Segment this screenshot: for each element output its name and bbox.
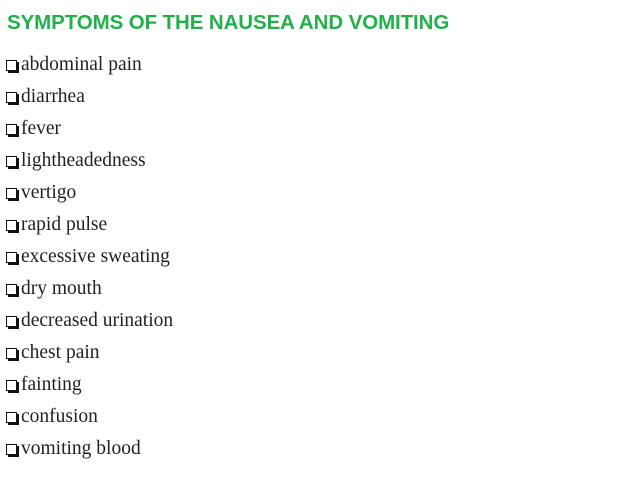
list-item xyxy=(6,337,173,369)
list-item xyxy=(6,273,173,305)
slide-title: SYMPTOMS OF THE NAUSEA AND VOMITING xyxy=(7,11,450,34)
square-bullet-icon xyxy=(6,124,17,135)
square-bullet-icon xyxy=(6,412,17,423)
square-bullet-icon xyxy=(6,284,17,295)
list-item xyxy=(6,209,173,241)
square-bullet-icon xyxy=(6,156,17,167)
square-bullet-icon xyxy=(6,348,17,359)
list-item-label: dry mouth xyxy=(21,278,102,299)
list-item-label: lightheadedness xyxy=(21,150,146,171)
list-item xyxy=(6,81,173,113)
list-item-label: fever xyxy=(21,118,62,139)
square-bullet-icon xyxy=(6,60,17,71)
list-item-label: chest pain xyxy=(21,342,100,363)
list-item xyxy=(6,241,173,273)
list-item-label: diarrhea xyxy=(21,86,85,107)
list-item-label: rapid pulse xyxy=(21,214,108,235)
list-item xyxy=(6,433,173,465)
square-bullet-icon xyxy=(6,220,17,231)
list-item-label: abdominal pain xyxy=(21,54,142,75)
square-bullet-icon xyxy=(6,92,17,103)
list-item-label: fainting xyxy=(21,374,82,395)
list-item xyxy=(6,177,173,209)
list-item xyxy=(6,305,173,337)
symptom-list xyxy=(6,49,173,465)
square-bullet-icon xyxy=(6,188,17,199)
list-item-label: vomiting blood xyxy=(21,438,141,459)
list-item xyxy=(6,401,173,433)
list-item-label: confusion xyxy=(21,406,98,427)
list-item xyxy=(6,49,173,81)
list-item xyxy=(6,369,173,401)
list-item-label: decreased urination xyxy=(21,310,174,331)
square-bullet-icon xyxy=(6,252,17,263)
square-bullet-icon xyxy=(6,444,17,455)
list-item-label: excessive sweating xyxy=(21,246,170,267)
square-bullet-icon xyxy=(6,316,17,327)
square-bullet-icon xyxy=(6,380,17,391)
list-item-label: vertigo xyxy=(21,182,77,203)
list-item xyxy=(6,113,173,145)
list-item xyxy=(6,145,173,177)
